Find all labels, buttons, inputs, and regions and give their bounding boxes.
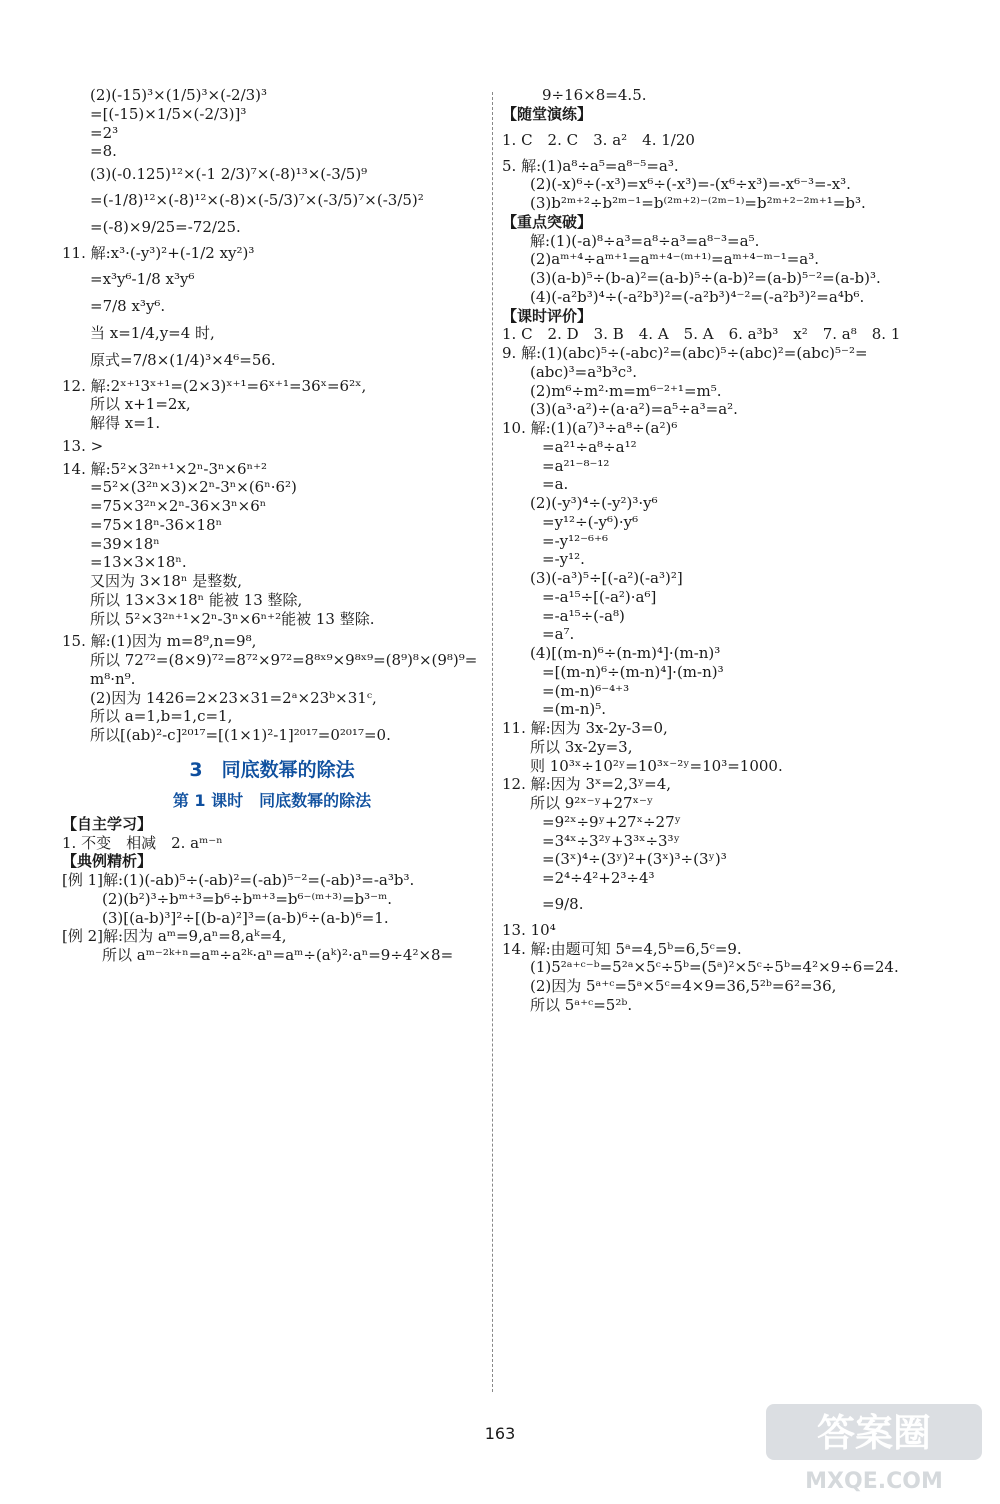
left-line: =(-8)×9/25=-72/25. xyxy=(90,217,241,236)
right-line: (3)(a³·a²)÷(a·a²)=a⁵÷a³=a². xyxy=(530,400,738,419)
page-number: 163 xyxy=(484,1424,516,1443)
left-line: 所以 x+1=2x, xyxy=(90,395,191,414)
left-line: =75×3²ⁿ×2ⁿ-36×3ⁿ×6ⁿ xyxy=(90,497,267,515)
right-line: (2)(-x)⁶÷(-x³)=x⁶÷(-x³)=-(x⁶÷x³)=-x⁶⁻³=-x³. xyxy=(530,175,851,194)
left-line: =39×18ⁿ xyxy=(90,534,160,553)
right-line: 1. C 2. D 3. B 4. A 5. A 6. a³b³ x² 7. a⁸ 8. 1 xyxy=(502,325,901,344)
right-line: =2⁴÷4²+2³÷4³ xyxy=(542,869,655,887)
left2-line: (3)[(a-b)³]²÷[(b-a)²]³=(a-b)⁶÷(a-b)⁶=1. xyxy=(102,908,389,927)
left-line: =2³ xyxy=(90,123,119,142)
left-line: =8. xyxy=(90,142,117,161)
left-line: (2)(-15)³×(1/5)³×(-2/3)³ xyxy=(90,86,268,104)
left-line: 所以 a=1,b=1,c=1, xyxy=(90,707,233,726)
left-line: =75×18ⁿ-36×18ⁿ xyxy=(90,515,223,534)
left2-line: 所以 aᵐ⁻²ᵏ⁺ⁿ=aᵐ÷a²ᵏ·aⁿ=aᵐ÷(aᵏ)²·aⁿ=9÷4²×8= xyxy=(102,946,454,964)
left-line: 11. 解:x³·(-y³)²+(-1/2 xy²)³ xyxy=(62,243,255,262)
left-line: 15. 解:(1)因为 m=8⁹,n=9⁸, xyxy=(62,632,257,651)
left2-line: 【自主学习】 xyxy=(62,814,153,833)
left-line: =7/8 x³y⁶. xyxy=(90,296,166,315)
left-line: =x³y⁶-1/8 x³y⁶ xyxy=(90,269,195,288)
right-line: (3)b²ᵐ⁺²÷b²ᵐ⁻¹=b⁽²ᵐ⁺²⁾⁻⁽²ᵐ⁻¹⁾=b²ᵐ⁺²⁻²ᵐ⁺¹=b³. xyxy=(530,194,866,212)
right-line: (abc)³=a³b³c³. xyxy=(530,362,637,381)
left-line: (3)(-0.125)¹²×(-1 2/3)⁷×(-8)¹³×(-3/5)⁹ xyxy=(90,165,368,183)
right-line: 解:(1)(-a)⁸÷a³=a⁸÷a³=a⁸⁻³=a⁵. xyxy=(530,231,760,250)
left-line: 13. > xyxy=(62,436,104,455)
left-line: =5²×(3²ⁿ×3)×2ⁿ-3ⁿ×(6ⁿ·6²) xyxy=(90,478,297,497)
watermark-url: MXQE.COM xyxy=(805,1469,943,1494)
right-line: 【重点突破】 xyxy=(502,212,593,231)
left-line: 所以 5²×3²ⁿ⁺¹×2ⁿ-3ⁿ×6ⁿ⁺²能被 13 整除. xyxy=(90,609,375,628)
right-line: =a⁷. xyxy=(542,625,575,644)
left2-line: 【典例精析】 xyxy=(62,852,153,871)
right-line: =[(m-n)⁶÷(m-n)⁴]·(m-n)³ xyxy=(542,662,724,681)
left2-line: 1. 不变 相减 2. aᵐ⁻ⁿ xyxy=(62,833,223,852)
right-line: =a²¹÷a⁸÷a¹² xyxy=(542,437,637,456)
right-line: 所以 5ᵃ⁺ᶜ=5²ᵇ. xyxy=(530,995,633,1014)
left-column xyxy=(62,86,482,965)
right-line: 12. 解:因为 3ˣ=2,3ʸ=4, xyxy=(502,775,671,794)
right-line: =9²ˣ÷9ʸ+27ˣ÷27ʸ xyxy=(542,812,681,831)
lesson-title: 第 1 课时 同底数幂的除法 xyxy=(172,790,372,810)
right-line: =a²¹⁻⁸⁻¹² xyxy=(542,456,610,475)
right-line: =3⁴ˣ÷3²ʸ+3³ˣ÷3³ʸ xyxy=(542,831,680,850)
right-line: =(3ˣ)⁴÷(3ʸ)²+(3ˣ)³÷(3ʸ)³ xyxy=(542,850,727,869)
left-line: (2)因为 1426=2×23×31=2ᵃ×23ᵇ×31ᶜ, xyxy=(90,688,377,707)
right-line: 13. 10⁴ xyxy=(502,920,556,939)
right-line: (2)m⁶÷m²·m=m⁶⁻²⁺¹=m⁵. xyxy=(530,381,722,400)
left-line: =13×3×18ⁿ. xyxy=(90,553,187,572)
right-line: 14. 解:由题可知 5ᵃ=4,5ᵇ=6,5ᶜ=9. xyxy=(502,939,742,958)
right-line: =9/8. xyxy=(542,894,584,913)
right-line: (4)(-a²b³)⁴÷(-a²b³)²=(-a²b³)⁴⁻²=(-a²b³)²=a⁴b⁶. xyxy=(530,287,865,306)
right-line: =-a¹⁵÷(-a⁸) xyxy=(542,606,625,625)
right-line: =-y¹². xyxy=(542,550,585,569)
left-line: 解得 x=1. xyxy=(90,414,161,432)
right-line: (2)(-y³)⁴÷(-y²)³·y⁶ xyxy=(530,494,658,512)
left-line: 12. 解:2ˣ⁺¹3ˣ⁺¹=(2×3)ˣ⁺¹=6ˣ⁺¹=36ˣ=6²ˣ, xyxy=(62,376,367,395)
right-line: (1)5²ᵃ⁺ᶜ⁻ᵇ=5²ᵃ×5ᶜ÷5ᵇ=(5ᵃ)²×5ᶜ÷5ᵇ=4²×9÷6=24. xyxy=(530,958,899,977)
right-line: 【课时评价】 xyxy=(502,306,593,325)
left-line: 又因为 3×18ⁿ 是整数, xyxy=(90,572,242,590)
right-line: 9÷16×8=4.5. xyxy=(542,86,647,104)
right-column xyxy=(502,86,942,1015)
right-line: (3)(-a³)⁵÷[(-a²)(-a³)²] xyxy=(530,569,683,587)
right-line: 9. 解:(1)(abc)⁵÷(-abc)²=(abc)⁵÷(abc)²=(abc)⁵⁻²= xyxy=(502,344,868,362)
right-line: =-a¹⁵÷[(-a²)·a⁶] xyxy=(542,587,657,606)
right-line: 1. C 2. C 3. a² 4. 1/20 xyxy=(502,130,695,149)
right-line: (2)因为 5ᵃ⁺ᶜ=5ᵃ×5ᶜ=4×9=36,5²ᵇ=6²=36, xyxy=(530,977,837,995)
right-line: 11. 解:因为 3x-2y-3=0, xyxy=(502,719,668,737)
left-line: 所以 13×3×18ⁿ 能被 13 整除, xyxy=(90,590,303,609)
left-line: 所以[(ab)²-c]²⁰¹⁷=[(1×1)²-1]²⁰¹⁷=0²⁰¹⁷=0. xyxy=(90,726,391,744)
right-line: =(m-n)⁶⁻⁴⁺³ xyxy=(542,681,630,700)
left2-line: [例 1]解:(1)(-ab)⁵÷(-ab)²=(-ab)⁵⁻²=(-ab)³=-a³b³. xyxy=(62,871,415,889)
watermark-title: 答案圈 xyxy=(816,1411,932,1455)
left-line: 当 x=1/4,y=4 时, xyxy=(90,323,215,342)
left2-line: [例 2]解:因为 aᵐ=9,aⁿ=8,aᵏ=4, xyxy=(62,927,287,946)
right-line: 所以 3x-2y=3, xyxy=(530,737,633,756)
left-line: m⁸·n⁹. xyxy=(90,669,136,688)
right-line: (2)aᵐ⁺⁴÷aᵐ⁺¹=aᵐ⁺⁴⁻⁽ᵐ⁺¹⁾=aᵐ⁺⁴⁻ᵐ⁻¹=a³. xyxy=(530,250,819,269)
right-line: =(m-n)⁵. xyxy=(542,700,607,719)
column-divider xyxy=(492,92,493,1392)
right-line: (4)[(m-n)⁶÷(n-m)⁴]·(m-n)³ xyxy=(530,644,721,662)
right-line: =y¹²÷(-y⁶)·y⁶ xyxy=(542,512,639,531)
left-line: =[(-15)×1/5×(-2/3)]³ xyxy=(90,104,247,123)
left-line: 14. 解:5²×3²ⁿ⁺¹×2ⁿ-3ⁿ×6ⁿ⁺² xyxy=(62,459,268,478)
right-line: =-y¹²⁻⁶⁺⁶ xyxy=(542,531,608,550)
right-line: 10. 解:(1)(a⁷)³÷a⁸÷(a²)⁶ xyxy=(502,419,678,437)
right-line: (3)(a-b)⁵÷(b-a)²=(a-b)⁵÷(a-b)²=(a-b)⁵⁻²=(a-b)³. xyxy=(530,269,881,287)
left-line: 原式=7/8×(1/4)³×4⁶=56. xyxy=(90,350,276,369)
right-line: 【随堂演练】 xyxy=(502,104,593,123)
right-line: 5. 解:(1)a⁸÷a⁵=a⁸⁻⁵=a³. xyxy=(502,156,679,175)
section-title: 3 同底数幂的除法 xyxy=(189,758,355,781)
left-line: =(-1/8)¹²×(-8)¹²×(-8)×(-5/3)⁷×(-3/5)⁷×(-3/5)² xyxy=(90,190,424,209)
right-line: 所以 9²ˣ⁻ʸ+27ˣ⁻ʸ xyxy=(530,794,654,812)
left-line: 所以 72⁷²=(8×9)⁷²=8⁷²×9⁷²=8⁸ˣ⁹×9⁸ˣ⁹=(8⁹)⁸×(9⁸)⁹= xyxy=(90,651,478,669)
left2-line: (2)(b²)³÷bᵐ⁺³=b⁶÷bᵐ⁺³=b⁶⁻⁽ᵐ⁺³⁾=b³⁻ᵐ. xyxy=(102,889,393,908)
right-line: 则 10³ˣ÷10²ʸ=10³ˣ⁻²ʸ=10³=1000. xyxy=(530,756,783,775)
watermark-logo xyxy=(764,1400,984,1496)
right-line: =a. xyxy=(542,475,569,494)
